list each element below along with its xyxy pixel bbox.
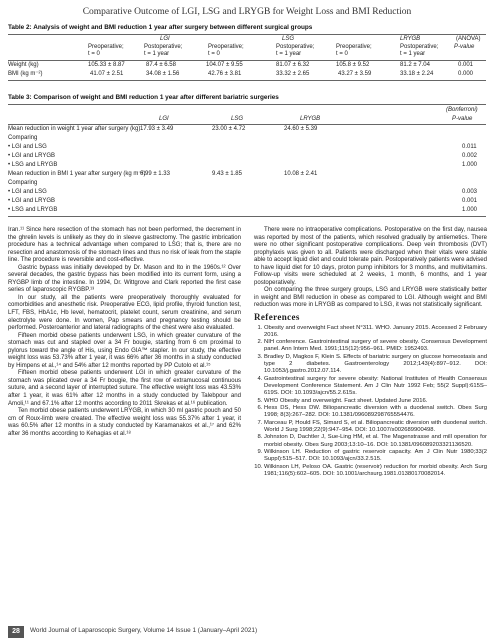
- table3-pvalue: 0.002: [462, 153, 478, 159]
- page-number: 28: [8, 626, 24, 638]
- table2-cell: 43.27 ± 3.59: [338, 71, 372, 77]
- table2-group-lgi: LGI: [160, 36, 170, 42]
- table2-cell: 87.4 ± 6.58: [146, 62, 176, 68]
- table3-top-rule: [8, 104, 486, 105]
- reference-item: 10. Wilkinson LH, Peloso OA. Gastric (reservoir) reduction for morbid obesity. Arch Surg 1981;116(5):602–605. DOI: 10.1001/archsurg.1981.01380170082014.: [264, 464, 487, 478]
- table2-cell: 42.76 ± 3.81: [208, 71, 242, 77]
- table2-cell: 34.08 ± 1.56: [146, 71, 180, 77]
- table3-row-label: Mean reduction in weight 1 year after surgery (kg): [8, 126, 141, 132]
- table3-pvalue-header-2: P-value: [452, 116, 473, 122]
- table3-cell: 17.93 ± 3.49: [140, 126, 174, 132]
- table3-pvalue: 0.003: [462, 189, 478, 195]
- reference-item: 5. WHO Obesity and overweight. Fact sheet. Updated June 2016.: [264, 398, 487, 405]
- table2-cell: 81.2 ± 7.04: [400, 62, 430, 68]
- table2-cell: 104.07 ± 9.55: [206, 62, 243, 68]
- table2-sub-5: Postoperative; t = 1 year: [400, 44, 439, 57]
- paragraph: Ten morbid obese patients underwent LRYGB, in which 30 ml gastric pouch and 50 cm of Roux-limb were created. The effective weight loss was 55.37% after 1 year, it was 60.5% after 12 months in a study conducted by Karamanakos et al.,¹⁷ and 62% after 36 months according to Kehagias et al.¹⁸: [8, 408, 241, 437]
- table3-pvalue: 0.011: [462, 144, 477, 150]
- table2-group-anova: (ANOVA): [456, 36, 481, 42]
- table2-top-rule: [8, 34, 486, 35]
- table2-row-weight-label: Weight (kg): [8, 62, 39, 68]
- table2-sub-4: Preoperative; t = 0: [336, 44, 372, 57]
- table2-bottom-rule: [8, 80, 486, 81]
- left-column: [8, 227, 241, 438]
- reference-item: 6. Hess DS, Hess DW. Biliopancreatic diversion with a duodenal switch. Obes Surg 1998; 8(3):267–282. DOI: 10.1381/096089298765554476.: [264, 405, 487, 419]
- table3-header-lrygb: LRYGB: [300, 116, 321, 122]
- table3-row-label: Mean reduction in BMI 1 year after surgery (kg m⁻²): [8, 171, 146, 177]
- table2-sub-0: Preoperative; t = 0: [88, 44, 124, 57]
- table2-pvalue-header: P-value: [454, 44, 475, 50]
- table3-row-label: • LGI and LRYGB: [8, 153, 56, 159]
- table2-cell: 33.18 ± 2.24: [400, 71, 434, 77]
- table3-row-label: • LGI and LRYGB: [8, 198, 56, 204]
- references-list: [254, 325, 487, 478]
- table3-mid-rule: [8, 124, 486, 125]
- paragraph: Fifteen morbid obese patients underwent LSG, in which greater curvature of the stomach was cut and stapled over a 34 Fr bougie, starting from 6 cm proximal to pylorus toward the angle of His, using Endo GIA™ stapler. In our study, the effective weight loss was 53.73% after 1 year, it was 66% after 36 months in a study conducted by Himpens et al.,¹⁴ and 54% after 12 months reported by PP Cutolo et al.¹⁵: [8, 332, 241, 369]
- table2-sub-2: Preoperative; t = 0: [208, 44, 244, 57]
- paragraph: In our study, all the patients were preoperatively thoroughly evaluated for comorbidities and anesthetic risk. Preoperative ECG, lipid profile, thyroid function test, LFT, FBS, HbA1c, Hb level, hematocrit, platelet count, serum creatinine, and serum electrolyte were done. In women, Pap smears and pregnancy testing should be performed. Posteroanterior and lateral radiographs of the chest were also evaluated.: [8, 294, 241, 332]
- paragraph: Iran.¹¹ Since here resection of the stomach has not been performed, the decrement in the ghrelin levels is unlikely as they do in sleeve gastrectomy. The gastric imbrication procedure has a technical advantage when compared to LSG; that is, there are no resection and anastomosis of the stomach lines and thus no risk of leak from the staple line. The procedure is reversible and cost-effective.: [8, 227, 241, 264]
- paragraph: Fifteen morbid obese patients underwent LGI in which greater curvature of the stomach was plicated over a 34 Fr bougie, the first row of extramucosal continuous suture, and a second layer of interrupted suture. The effective weight loss was 43.53% after 1 year, it was 61% after 12 months in a study conducted by Talebpour and Amoli,¹¹ and 67.1% after 12 months according to 2011 Skrekas et al.¹⁶ publication.: [8, 370, 241, 407]
- table2-caption: Table 2: Analysis of weight and BMI reduction 1 year after surgery between different surgical groups: [8, 24, 313, 31]
- table3-pvalue: 1.000: [462, 207, 478, 213]
- table2-group-lrygb: LRYGB: [400, 36, 421, 42]
- table3-cell: 10.08 ± 2.41: [284, 171, 318, 177]
- paragraph: On comparing the three surgery groups, LSG and LRYGB were statistically better in weight and BMI reduction in obese as compared to LGI. Although weight and BMI reduction was more in LRYGB as compared to LSG, it was not statistically significant.: [254, 287, 487, 309]
- table2-sub-1: Postoperative; t = 1 year: [144, 44, 183, 57]
- right-column: [254, 227, 487, 479]
- table3-row-label: • LGI and LSG: [8, 189, 47, 195]
- reference-item: 1. Obesity and overweight Fact sheet N°311. WHO. January 2015. Accessed 2 February 2016.: [264, 325, 487, 339]
- table2-cell: 105.33 ± 8.87: [88, 62, 125, 68]
- table2-cell: 33.32 ± 2.65: [276, 71, 310, 77]
- table3-bottom-rule: [8, 216, 486, 217]
- table3-header-lgi: LGI: [159, 116, 169, 122]
- table2-mid-rule: [8, 60, 486, 61]
- reference-item: 9. Wilkinson LH. Reduction of gastric reservoir capacity. Am J Clin Nutr 1980;33(2 Suppl):515–517. DOI: 10.1093/ajcn/33.2.515.: [264, 449, 487, 463]
- paragraph: Gastric bypass was initially developed by Dr. Mason and Ito in the 1960s.¹² Over several decades, the gastric bypass has been modified into its current form, using a RYGBP limb of the intestine. In 1994, Dr. Wittgrove and Clark reported the first case series of laparoscopic RYGBP.¹³: [8, 264, 241, 294]
- reference-item: 2. NIH conference. Gastrointestinal surgery of severe obesity. Consensus Development panel. Ann Intern Med. 1991;115(12):956–961. PMID: 1952493.: [264, 339, 487, 353]
- table2-cell: 41.07 ± 2.51: [90, 71, 124, 77]
- references-heading: References: [254, 312, 300, 323]
- table3-pvalue: 0.001: [462, 198, 478, 204]
- table3-row-label: Comparing: [8, 135, 38, 141]
- table3-pvalue-header-1: (Bonferroni): [446, 107, 478, 113]
- table2-group-lsg: LSG: [282, 36, 295, 42]
- journal-footer: World Journal of Laparoscopic Surgery, Volume 14 Issue 1 (January–April 2021): [30, 627, 258, 634]
- table3-pvalue: 1.000: [462, 162, 478, 168]
- reference-item: 8. Johnston D, Dachtler J, Sue-Ling HM, et al. The Magenstrasse and mill operation for morbid obesity. Obes Surg 2003;13:10–16. DOI: 10.1381/096089203321136520.: [264, 434, 487, 448]
- table3-caption: Table 3: Comparison of weight and BMI reduction 1 year after different bariatric surgeries: [8, 94, 279, 101]
- reference-item: 7. Marceau P, Hould FS, Simard S, et al. Biliopancreatic diversion with duodenal switch. World J Surg 1998;22(9):947–954. DOI: 10.1007/s002689900498.: [264, 420, 487, 434]
- table2-cell: 105.8 ± 9.52: [336, 62, 370, 68]
- reference-item: 3. Bradley D, Magkos F, Klein S. Effects of bariatric surgery on glucose homeostasis and type 2 diabetes. Gastroenterology 2012;143(4):897–912. DOI: 10.1053/j.gastro.2012.07.114.: [264, 354, 487, 375]
- table2-cell: 81.07 ± 6.32: [276, 62, 310, 68]
- table3-cell: 6.99 ± 1.33: [140, 171, 170, 177]
- table2-cell: 0.000: [458, 71, 474, 77]
- table2-row-bmi-label: BMI (kg m⁻²): [8, 71, 43, 77]
- table3-row-label: • LGI and LSG: [8, 144, 47, 150]
- table3-cell: 9.43 ± 1.85: [212, 171, 242, 177]
- table3-cell: 24.60 ± 5.39: [284, 126, 318, 132]
- table2-cell: 0.001: [458, 62, 474, 68]
- table3-row-label: • LSG and LRYGB: [8, 207, 58, 213]
- running-header: Comparative Outcome of LGI, LSG and LRYGB for Weight Loss and BMI Reduction: [82, 7, 412, 17]
- table3-row-label: Comparing: [8, 180, 38, 186]
- table2-sub-3: Postoperative; t = 1 year: [276, 44, 315, 57]
- reference-item: 4. Gastrointestinal surgery for severe obesity: National Institutes of Health Consensus Development Conference Statement. Am J Clin Nutr 1992 Feb; 55(2 Suppl):615S–619S. DOI: 10.1093/ajcn/55.2.615s.: [264, 376, 487, 397]
- paragraph: There were no intraoperative complications. Postoperative on the first day, nausea was reported by most of the patients, which resolved gradually by antiemetics. There were no other significant postoperative complications. Deep vein thrombosis (DVT) prophylaxis was given to all. Patients were discharged when their vitals were stable able to accept liquid diet and could tolerate pain. Postoperatively patients were advised to have liquid diet for 10 days, proton pump inhibitors for 3 months, and multivitamins. Follow-up visits were scheduled at 2 weeks, 1 month, 6 months, and 1 year postoperatively.: [254, 227, 487, 286]
- table3-header-lsg: LSG: [231, 116, 244, 122]
- table3-row-label: • LSG and LRYGB: [8, 162, 58, 168]
- table3-cell: 23.00 ± 4.72: [212, 126, 246, 132]
